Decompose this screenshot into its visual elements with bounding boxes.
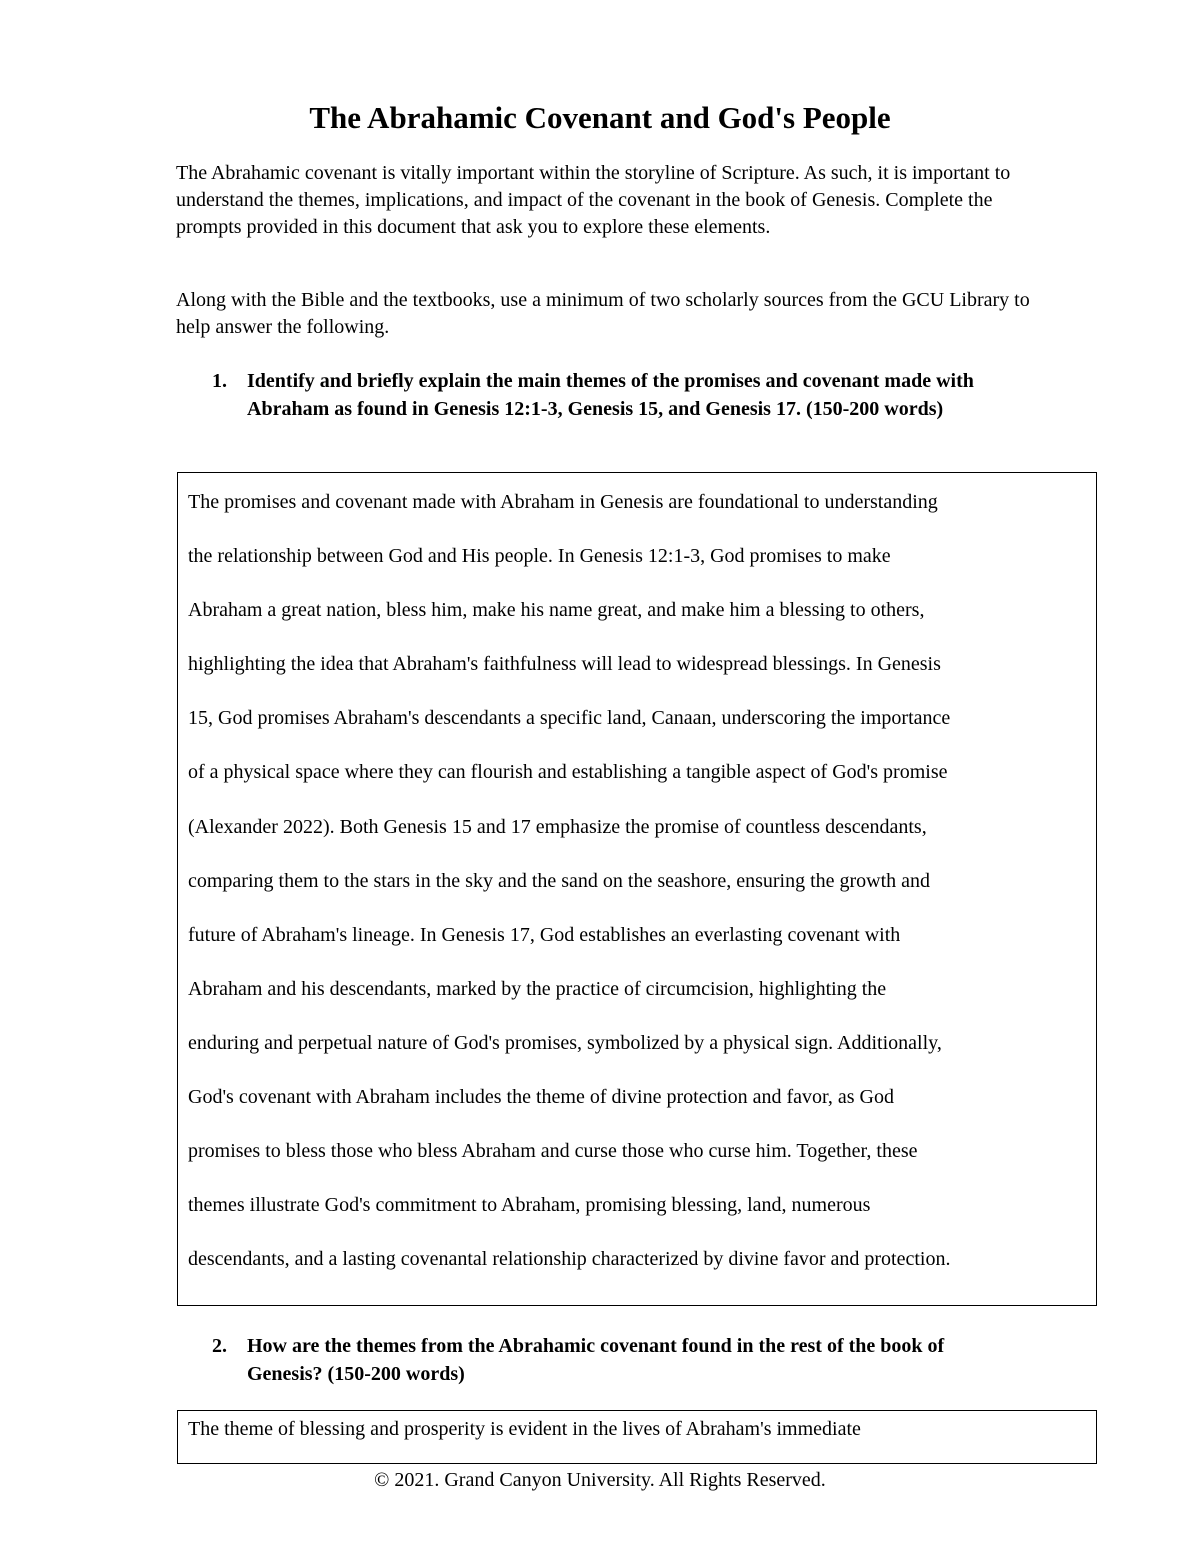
question-2 xyxy=(212,1332,1012,1388)
question-prompt: How are the themes from the Abrahamic covenant found in the rest of the book of Genesis? (150-200 words) xyxy=(247,1335,945,1385)
answer-line: highlighting the idea that Abraham's faithfulness will lead to widespread blessings. In Genesis xyxy=(188,653,941,676)
answer-line: God's covenant with Abraham includes the theme of divine protection and favor, as God xyxy=(188,1086,894,1109)
question-number: 1. xyxy=(212,370,227,392)
answer-line: comparing them to the stars in the sky and the sand on the seashore, ensuring the growth and xyxy=(188,869,931,892)
instructions-paragraph: Along with the Bible and the textbooks, use a minimum of two scholarly sources from the GCU Library to help answer the following. xyxy=(176,289,1030,338)
answer-line: future of Abraham's lineage. In Genesis 17, God establishes an everlasting covenant with xyxy=(188,923,901,946)
answer-line: of a physical space where they can flourish and establishing a tangible aspect of God's promise xyxy=(188,761,948,784)
answer-line: the relationship between God and His people. In Genesis 12:1-3, God promises to make xyxy=(188,545,891,568)
copyright-footer: © 2021. Grand Canyon University. All Rights Reserved. xyxy=(374,1469,826,1491)
answer-line: promises to bless those who bless Abraham and curse those who curse him. Together, these xyxy=(188,1140,918,1163)
answer-line: Abraham a great nation, bless him, make his name great, and make him a blessing to others, xyxy=(188,599,925,622)
question-number: 2. xyxy=(212,1335,227,1357)
answer-line: Abraham and his descendants, marked by the practice of circumcision, highlighting the xyxy=(188,977,887,1000)
answer-line: enduring and perpetual nature of God's promises, symbolized by a physical sign. Additionally, xyxy=(188,1031,942,1054)
answer-box-1[interactable] xyxy=(177,472,1097,1306)
answer-box-2[interactable] xyxy=(177,1410,1097,1464)
question-prompt: Identify and briefly explain the main themes of the promises and covenant made with Abraham as found in Genesis 12:1-3, Genesis 15, and Genesis 17. (150-200 words) xyxy=(247,370,974,420)
answer-line: themes illustrate God's commitment to Abraham, promising blessing, land, numerous xyxy=(188,1194,871,1217)
answer-line: (Alexander 2022). Both Genesis 15 and 17 emphasize the promise of countless descendants, xyxy=(188,815,927,838)
answer-line: The promises and covenant made with Abraham in Genesis are foundational to understanding xyxy=(188,491,938,513)
intro-paragraph: The Abrahamic covenant is vitally important within the storyline of Scripture. As such, it is important to understand the themes, implications, and impact of the covenant in the book of Genesis. Complete the prompts provided in this document that ask you to explore these elements. xyxy=(176,162,1011,238)
question-1 xyxy=(212,367,1012,423)
page-title: The Abrahamic Covenant and God's People xyxy=(309,100,891,135)
answer-line: 15, God promises Abraham's descendants a specific land, Canaan, underscoring the importance xyxy=(188,707,951,730)
answer-line: The theme of blessing and prosperity is evident in the lives of Abraham's immediate xyxy=(188,1418,861,1440)
answer-line: descendants, and a lasting covenantal relationship characterized by divine favor and protection. xyxy=(188,1248,951,1271)
